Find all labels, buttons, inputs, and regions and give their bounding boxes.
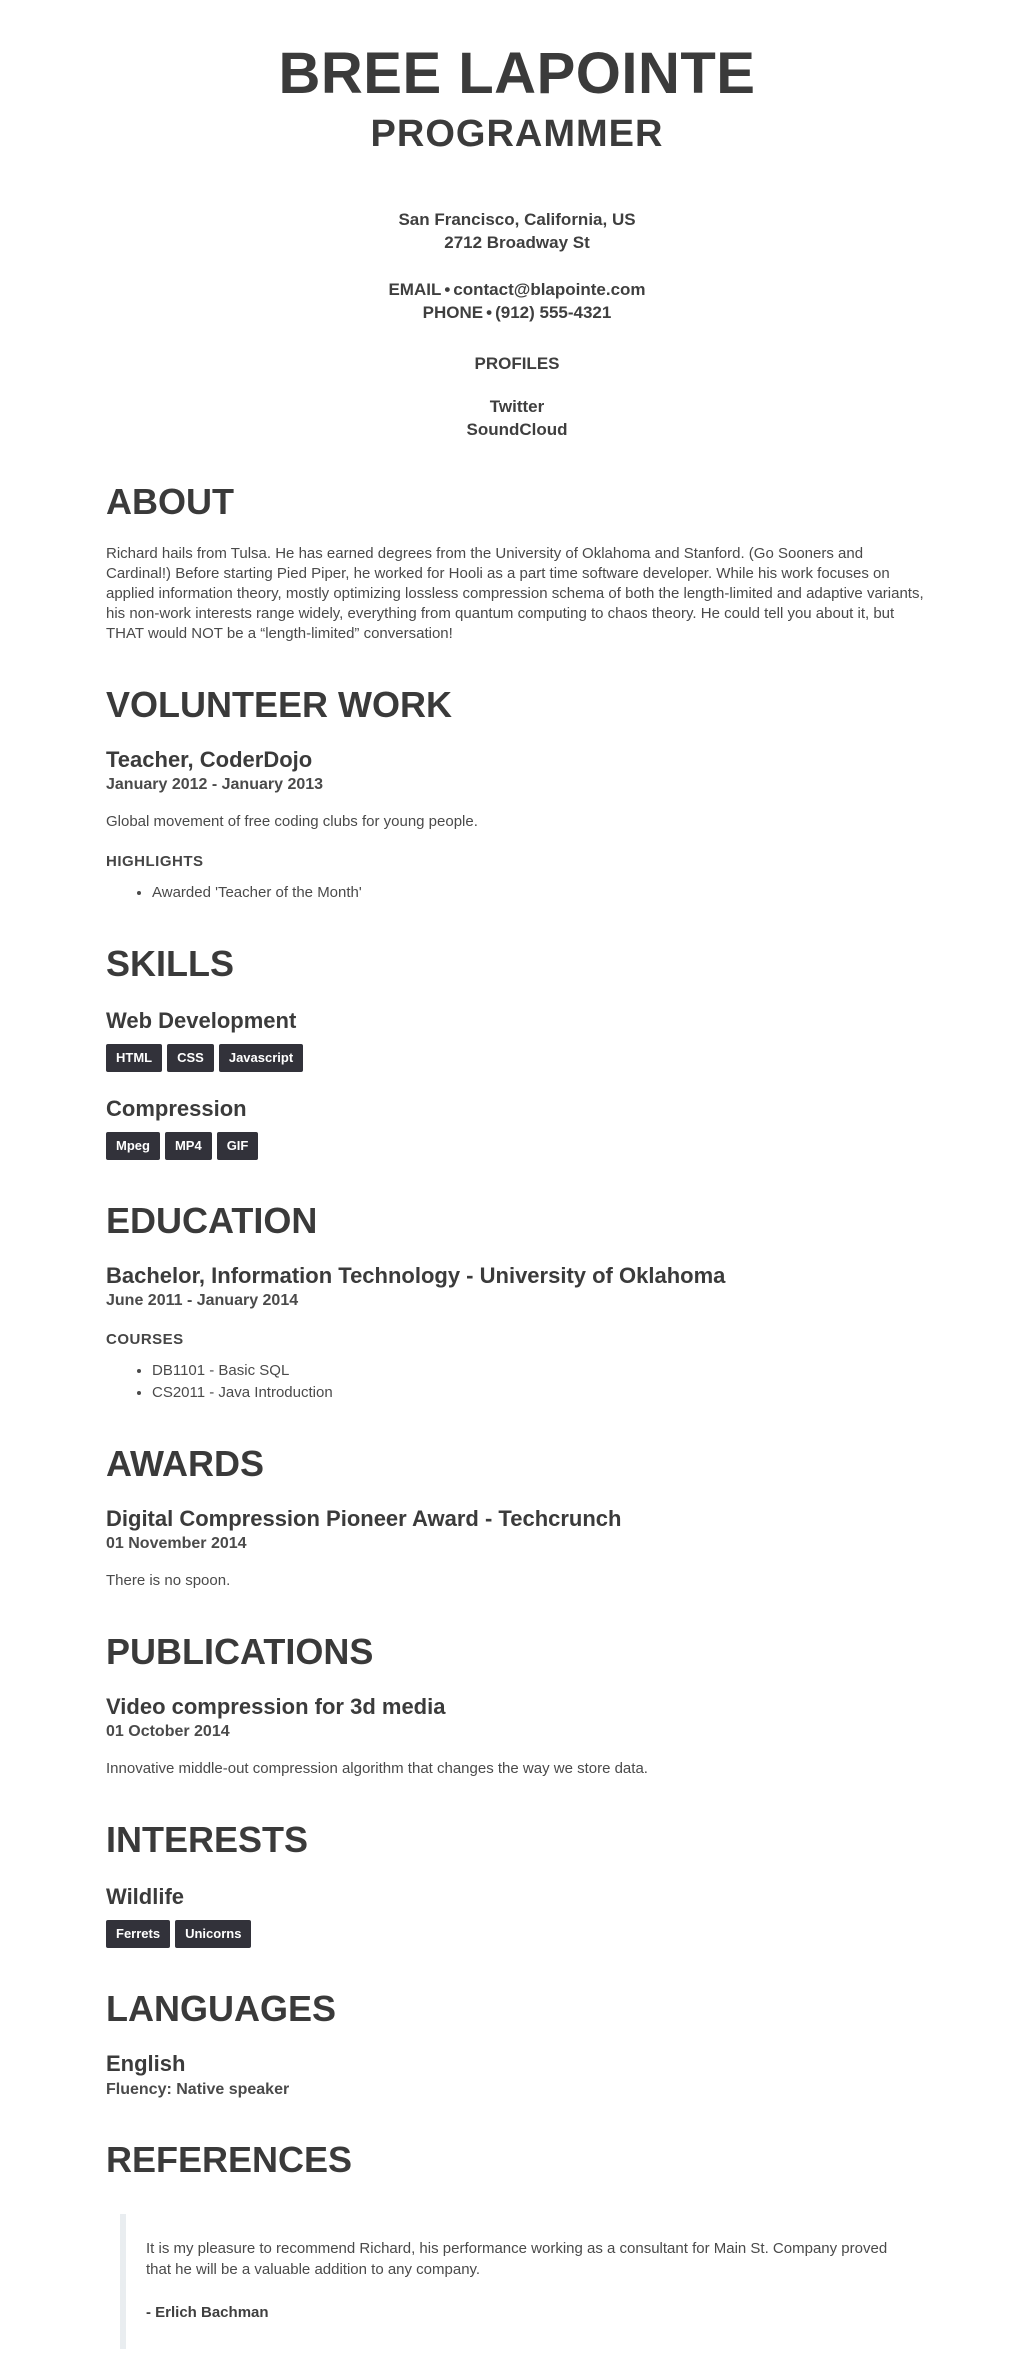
education-dates: June 2011 - January 2014 <box>106 1292 299 1309</box>
reference-attribution: - Erlich Bachman <box>146 2304 269 2321</box>
volunteer-summary: Global movement of free coding clubs for young people. <box>106 813 478 830</box>
section-education <box>106 1200 928 1403</box>
course-item: • CS2011 - Java Introduction <box>152 1383 928 1403</box>
interest-badge: Unicorns <box>175 1920 251 1948</box>
skill-badges <box>106 1044 928 1072</box>
profile-link-soundcloud[interactable]: SoundCloud <box>466 420 568 439</box>
awards-heading: AWARDS <box>106 1443 265 1484</box>
location-line: San Francisco, California, US <box>398 210 636 229</box>
bullet-separator: • <box>444 280 451 299</box>
resume-header <box>106 42 928 441</box>
skill-badge: Mpeg <box>106 1132 160 1160</box>
section-awards <box>106 1443 928 1591</box>
email-label: EMAIL <box>388 280 442 299</box>
name-heading: BREE LAPOINTE <box>278 41 756 106</box>
phone-row <box>106 301 928 324</box>
volunteer-dates: January 2012 - January 2013 <box>106 776 324 793</box>
phone-label: PHONE <box>422 303 484 322</box>
highlight-item: • Awarded 'Teacher of the Month' <box>152 883 928 903</box>
section-references <box>106 2139 928 2349</box>
publication-summary: Innovative middle-out compression algorithm that changes the way we store data. <box>106 1760 648 1777</box>
interests-heading: INTERESTS <box>106 1819 309 1860</box>
highlights-list <box>106 883 928 903</box>
publication-date: 01 October 2014 <box>106 1723 230 1740</box>
reference-quote-block <box>120 2214 928 2349</box>
section-publications <box>106 1631 928 1779</box>
language-fluency: Fluency: Native speaker <box>106 2081 290 2098</box>
skill-badge: Javascript <box>219 1044 303 1072</box>
course-item: • DB1101 - Basic SQL <box>152 1361 928 1381</box>
section-about <box>106 481 928 644</box>
profiles-label: PROFILES <box>474 354 560 373</box>
highlights-label: HIGHLIGHTS <box>106 853 204 870</box>
profiles-list <box>106 395 928 441</box>
interest-badges <box>106 1920 928 1948</box>
section-volunteer-work <box>106 684 928 903</box>
interest-badge: Ferrets <box>106 1920 170 1948</box>
skill-badge: GIF <box>217 1132 259 1160</box>
award-summary: There is no spoon. <box>106 1572 231 1589</box>
interest-group-name: Wildlife <box>106 1884 185 1909</box>
education-degree: Bachelor, Information Technology - University of Oklahoma <box>106 1263 726 1288</box>
skill-group-name: Compression <box>106 1096 247 1121</box>
section-languages <box>106 1988 928 2099</box>
profile-link-twitter[interactable]: Twitter <box>489 397 545 416</box>
address-line: 2712 Broadway St <box>444 233 590 252</box>
about-heading: ABOUT <box>106 481 234 522</box>
skill-group-compression <box>106 1096 928 1160</box>
section-skills <box>106 943 928 1160</box>
volunteer-position: Teacher, CoderDojo <box>106 747 313 772</box>
skill-badge: HTML <box>106 1044 162 1072</box>
bullet-separator: • <box>486 303 493 322</box>
skill-badges <box>106 1132 928 1160</box>
references-heading: REFERENCES <box>106 2139 353 2180</box>
contact-block <box>106 278 928 324</box>
award-date: 01 November 2014 <box>106 1535 247 1552</box>
publication-title: Video compression for 3d media <box>106 1694 446 1719</box>
reference-quote-text: It is my pleasure to recommend Richard, his performance working as a consultant for Main St. Company proved that he will be a valuable addition to any company. <box>146 2240 888 2278</box>
skills-heading: SKILLS <box>106 943 235 984</box>
volunteer-heading: VOLUNTEER WORK <box>106 684 452 725</box>
courses-label: COURSES <box>106 1331 184 1348</box>
education-heading: EDUCATION <box>106 1200 318 1241</box>
skill-badge: CSS <box>167 1044 214 1072</box>
languages-heading: LANGUAGES <box>106 1988 337 2029</box>
location-block <box>106 208 928 254</box>
about-text: Richard hails from Tulsa. He has earned degrees from the University of Oklahoma and Stanford. (Go Sooners and Cardinal!) Before starting Pied Piper, he worked for Hooli as a part time software developer. While his work focuses on applied information theory, mostly optimizing lossless compression schema of both the length-limited and adaptive variants, his non-work interests range widely, everything from quantum computing to chaos theory. He could tell you about it, but THAT would NOT be a “length-limited” conversation! <box>106 545 924 642</box>
skill-group-web-development <box>106 1008 928 1072</box>
publications-heading: PUBLICATIONS <box>106 1631 374 1672</box>
section-interests <box>106 1819 928 1948</box>
courses-list <box>106 1361 928 1403</box>
interest-group-wildlife <box>106 1884 928 1948</box>
skill-badge: MP4 <box>165 1132 212 1160</box>
email-value: contact@blapointe.com <box>453 280 646 299</box>
skill-group-name: Web Development <box>106 1008 297 1033</box>
award-title: Digital Compression Pioneer Award - Techcrunch <box>106 1506 622 1531</box>
phone-value: (912) 555-4321 <box>495 303 612 322</box>
language-name: English <box>106 2051 186 2076</box>
job-title: PROGRAMMER <box>370 113 664 155</box>
email-row <box>106 278 928 301</box>
